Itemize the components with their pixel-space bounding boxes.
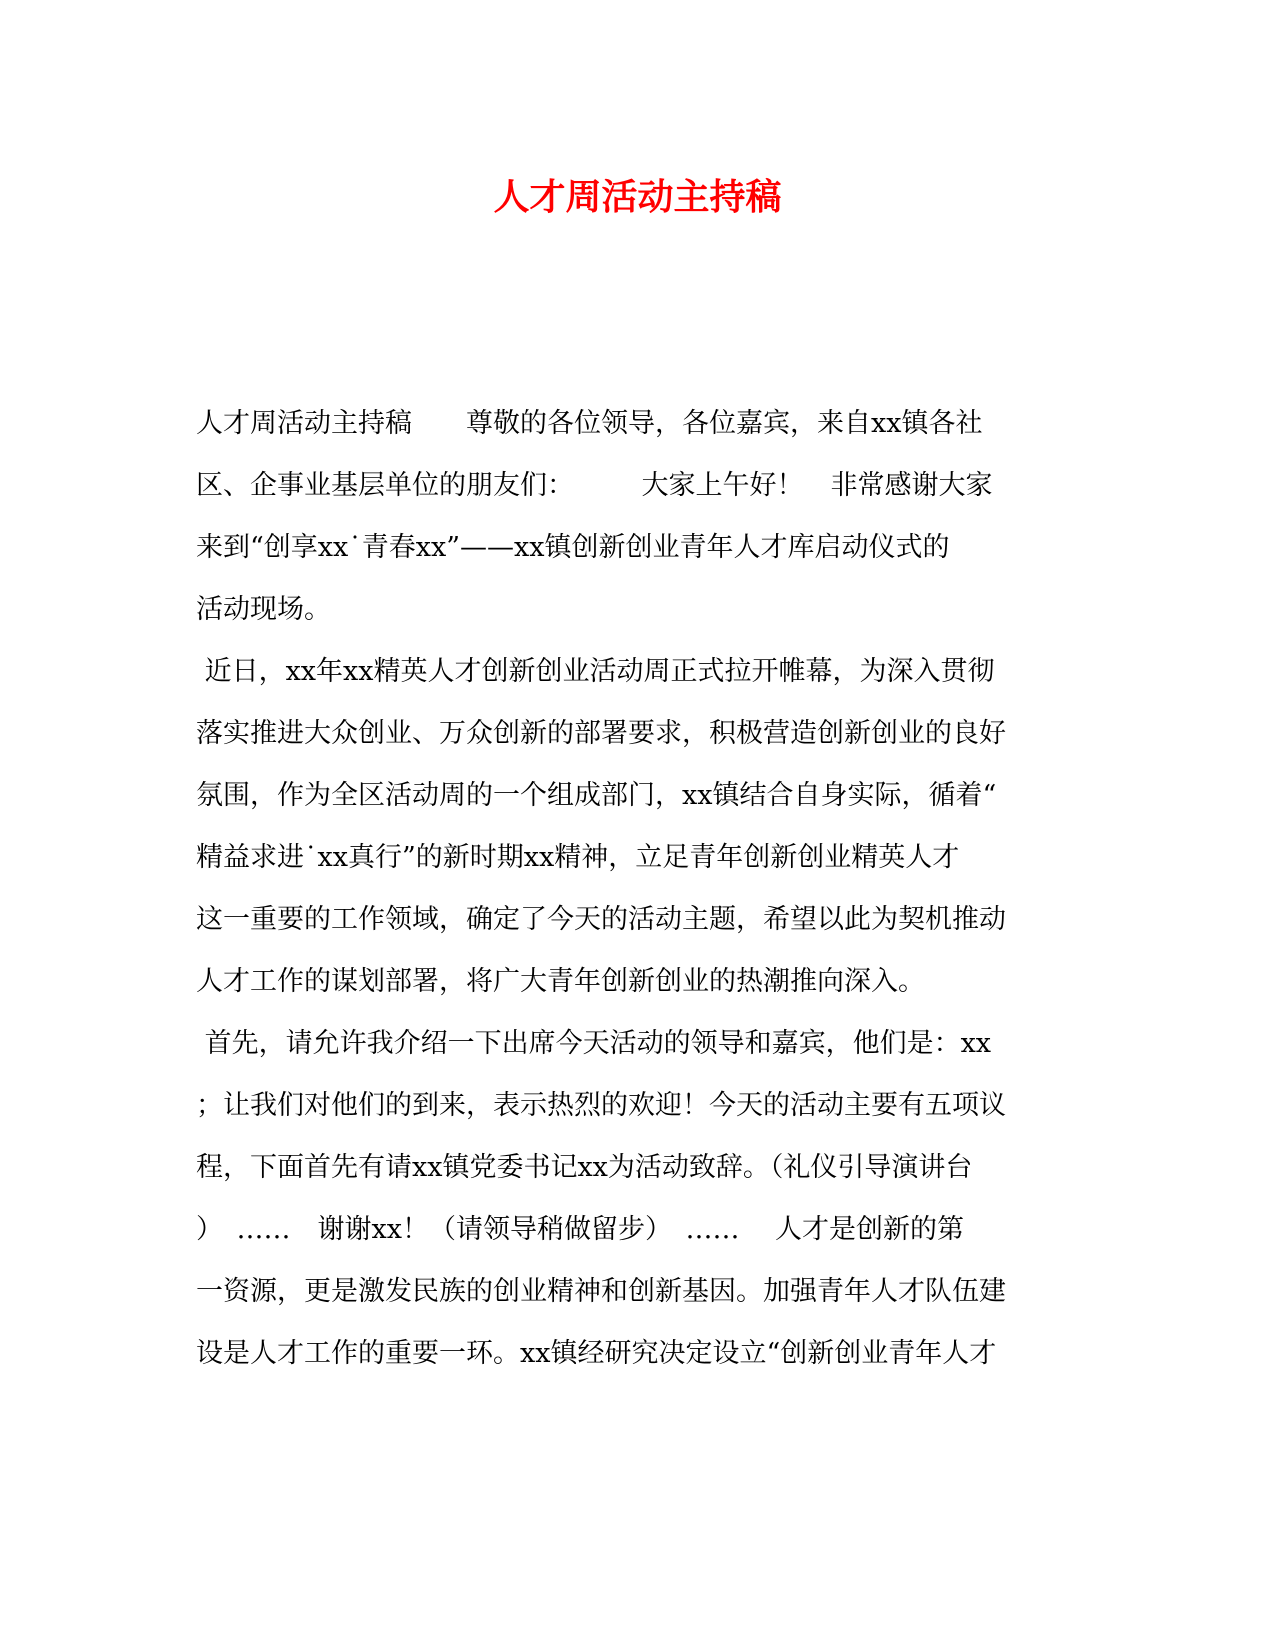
body-line: 人才工作的谋划部署，将广大青年创新创业的热潮推向深入。: [196, 966, 925, 997]
body-line: ） …… 谢谢xx！（请领导稍做留步） …… 人才是创新的第: [196, 1214, 965, 1245]
body-line: 这一重要的工作领域，确定了今天的活动主题，希望以此为契机推动: [196, 904, 1006, 935]
body-line: 来到“创享xx˙青春xx”——xx镇创新创业青年人才库启动仪式的: [196, 532, 950, 563]
body-line: 首先，请允许我介绍一下出席今天活动的领导和嘉宾，他们是：xx: [196, 1028, 992, 1059]
body-line: 一资源，更是激发民族的创业精神和创新基因。加强青年人才队伍建: [196, 1276, 1006, 1307]
body-line: ；让我们对他们的到来，表示热烈的欢迎！今天的活动主要有五项议: [196, 1090, 1006, 1121]
body-line: 近日，xx年xx精英人才创新创业活动周正式拉开帷幕，为深入贯彻: [196, 656, 995, 687]
body-line: 程，下面首先有请xx镇党委书记xx为活动致辞。（礼仪引导演讲台: [196, 1152, 973, 1183]
body-line: 设是人才工作的重要一环。xx镇经研究决定设立“创新创业青年人才: [196, 1338, 997, 1369]
body-line: 精益求进˙xx真行”的新时期xx精神，立足青年创新创业精英人才: [196, 842, 960, 873]
body-line: 活动现场。: [196, 594, 331, 625]
body-line: 落实推进大众创业、万众创新的部署要求，积极营造创新创业的良好: [196, 718, 1006, 749]
document-title: 人才周活动主持稿: [493, 176, 782, 218]
body-line: 人才周活动主持稿 尊敬的各位领导，各位嘉宾，来自xx镇各社: [196, 408, 983, 439]
body-line: 氛围，作为全区活动周的一个组成部门，xx镇结合自身实际，循着“: [196, 780, 997, 811]
body-line: 区、企事业基层单位的朋友们： 大家上午好！ 非常感谢大家: [196, 470, 993, 501]
